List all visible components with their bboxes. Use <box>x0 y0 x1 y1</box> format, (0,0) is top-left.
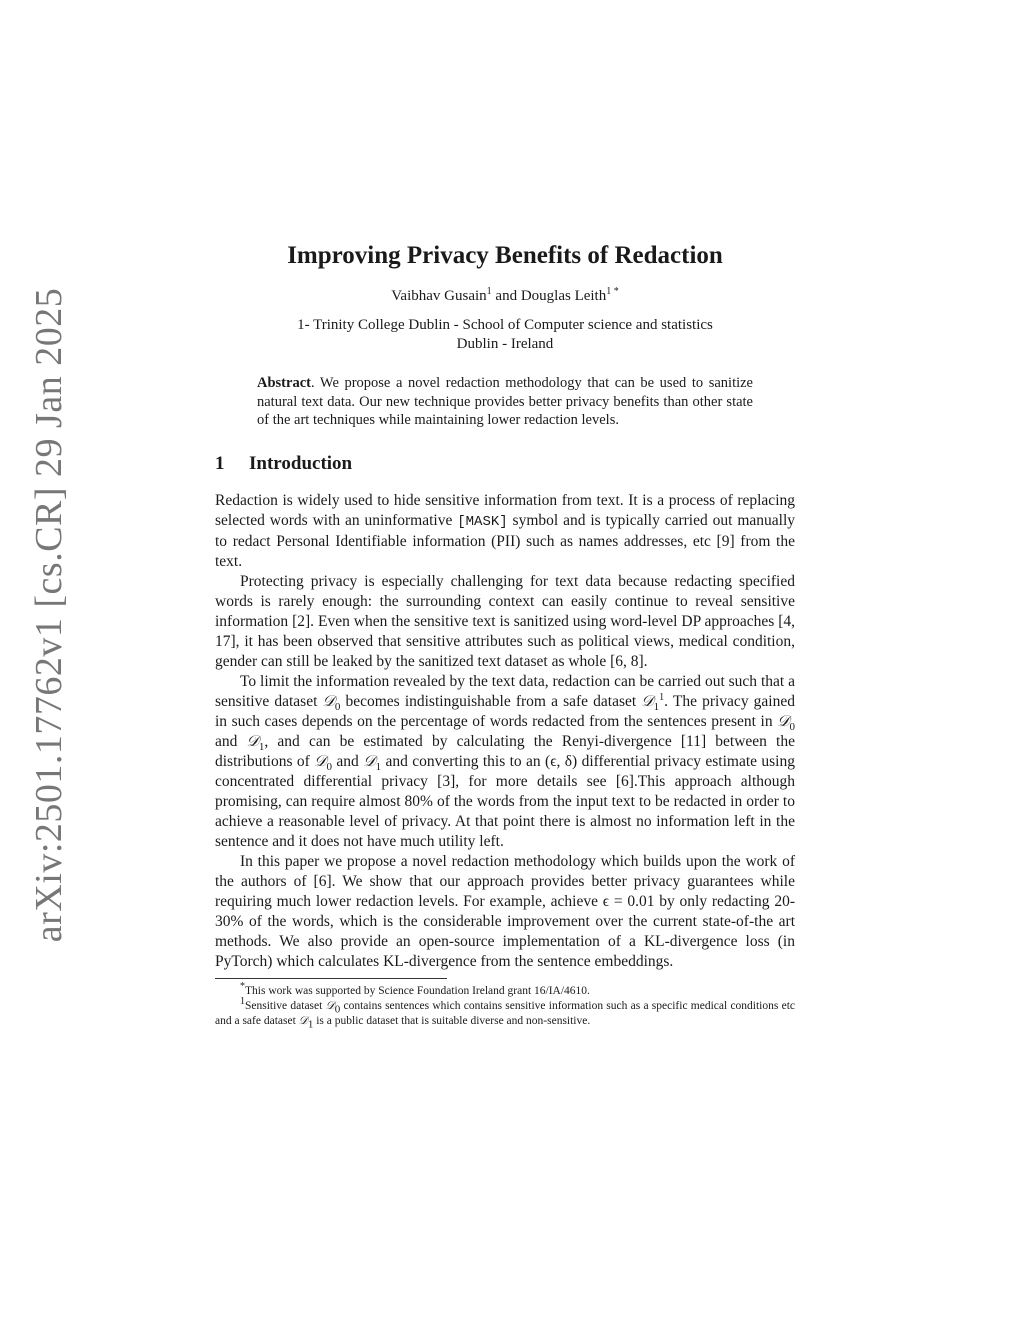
math-subscript: 1 <box>307 1018 314 1031</box>
footnote-text: Sensitive dataset <box>245 999 326 1012</box>
math-symbol: 𝒟 <box>322 692 335 710</box>
arxiv-identifier-stamp: arXiv:2501.17762v1 [cs.CR] 29 Jan 2025 <box>28 287 70 943</box>
math-subscript: 1 <box>653 700 660 713</box>
abstract-label: Abstract <box>257 375 311 391</box>
affiliation <box>215 316 795 354</box>
mask-token: [MASK] <box>457 513 508 530</box>
math-subscript: 0 <box>334 1003 341 1016</box>
footnote-mark[interactable]: 1 <box>659 691 665 703</box>
paragraph-text: Redaction is widely used to hide sensitive information from text. It is a process of replacing selected words with an uninformative <box>215 491 795 529</box>
math-symbol: 𝒟 <box>314 752 327 770</box>
paragraph <box>215 672 795 852</box>
math-symbol: 𝒟 <box>325 999 335 1012</box>
section-number: 1 <box>215 452 225 474</box>
paper-body <box>215 238 795 1029</box>
paragraph-text: symbol and is typically carried out manually to redact Personal Identifiable information (PII) such as names addresses, etc [9] from the text. <box>215 511 795 570</box>
footnote-1 <box>215 995 795 1031</box>
footnote-mark: 1 <box>240 995 245 1007</box>
section-title: Introduction <box>249 452 353 474</box>
author-conjunction: and <box>495 288 518 304</box>
author-affiliation-mark: 1 <box>486 286 492 297</box>
footnote-text: is a public dataset that is suitable diverse and non-sensitive. <box>313 1014 591 1027</box>
author-name: Douglas Leith <box>520 288 607 304</box>
math-subscript: 1 <box>375 760 382 773</box>
abstract <box>257 374 753 430</box>
math-subscript: 0 <box>789 720 795 733</box>
affiliation-line: Dublin - Ireland <box>456 336 554 352</box>
paragraph-text: and <box>215 732 247 750</box>
footnote-text: This work was supported by Science Foundation Ireland grant 16/IA/4610. <box>245 984 590 997</box>
paragraph-text: , and can be estimated by calculating the Renyi-divergence [11] between the distributions of <box>215 732 795 770</box>
footnotes <box>215 978 795 1029</box>
math-subscript: 1 <box>258 740 265 753</box>
paragraph-text: . The privacy gained in such cases depends on the percentage of words redacted from the sentences present in <box>215 692 795 730</box>
footnote-rule <box>215 978 447 979</box>
author-affiliation-mark: 1 * <box>606 286 619 297</box>
math-symbol: 𝒟 <box>777 712 790 730</box>
paragraph: In this paper we propose a novel redaction methodology which builds upon the work of the authors of [6]. We show that our approach provides better privacy guarantees while requiring much lower redaction levels. For example, achieve ϵ = 0.01 by only redacting 20-30% of the words, which is the considerable improvement over the current state-of-the art methods. We also provide an open-source implementation of a KL-divergence loss (in PyTorch) which calculates KL-divergence from the sentence embeddings. <box>215 852 795 970</box>
paragraph <box>215 491 795 572</box>
paper-title: Improving Privacy Benefits of Redaction <box>287 242 723 269</box>
math-subscript: 0 <box>334 700 341 713</box>
paragraph-text: To limit the information revealed by the text data, redaction can be carried out such that a sensitive dataset <box>215 672 795 710</box>
abstract-text: . We propose a novel redaction methodology that can be used to sanitize natural text data. Our new technique provides better privacy benefits than other state of the art techniques while maintaining lower redaction levels. <box>257 375 753 429</box>
footnote-mark: * <box>240 980 245 992</box>
paragraph-text: and converting this to an (ϵ, δ) differential privacy estimate using concentrated differential privacy [3], for more details see [6].This approach although promising, can require almost 80% of the words from the input text to be redacted in order to achieve a reasonable level of privacy. At that point there is almost no information left in the sentence and it does not have much utility left. <box>215 752 795 850</box>
paragraph: Protecting privacy is especially challenging for text data because redacting specified words is rarely enough: the surrounding context can easily continue to reveal sensitive information [2]. Even when the sensitive text is sanitized using word-level DP approaches [4, 17], it has been observed that sensitive attributes such as political views, medical condition, gender can still be leaked by the sanitized text dataset as whole [6, 8]. <box>215 572 795 670</box>
footnote-funding <box>215 980 795 999</box>
author-name: Vaibhav Gusain <box>391 288 487 304</box>
math-subscript: 0 <box>326 760 333 773</box>
math-symbol: 𝒟 <box>641 692 654 710</box>
math-symbol: 𝒟 <box>246 732 259 750</box>
section-heading <box>215 452 795 476</box>
math-symbol: 𝒟 <box>298 1014 308 1027</box>
author-line <box>215 286 795 306</box>
math-symbol: 𝒟 <box>363 752 376 770</box>
footnote-text: contains sentences which contains sensitive information such as a specific medical conditions etc and a safe dataset <box>215 999 795 1027</box>
paragraph-text: becomes indistinguishable from a safe dataset <box>340 692 642 710</box>
affiliation-line: 1- Trinity College Dublin - School of Computer science and statistics <box>297 317 713 333</box>
paragraph-text: and <box>332 752 364 770</box>
